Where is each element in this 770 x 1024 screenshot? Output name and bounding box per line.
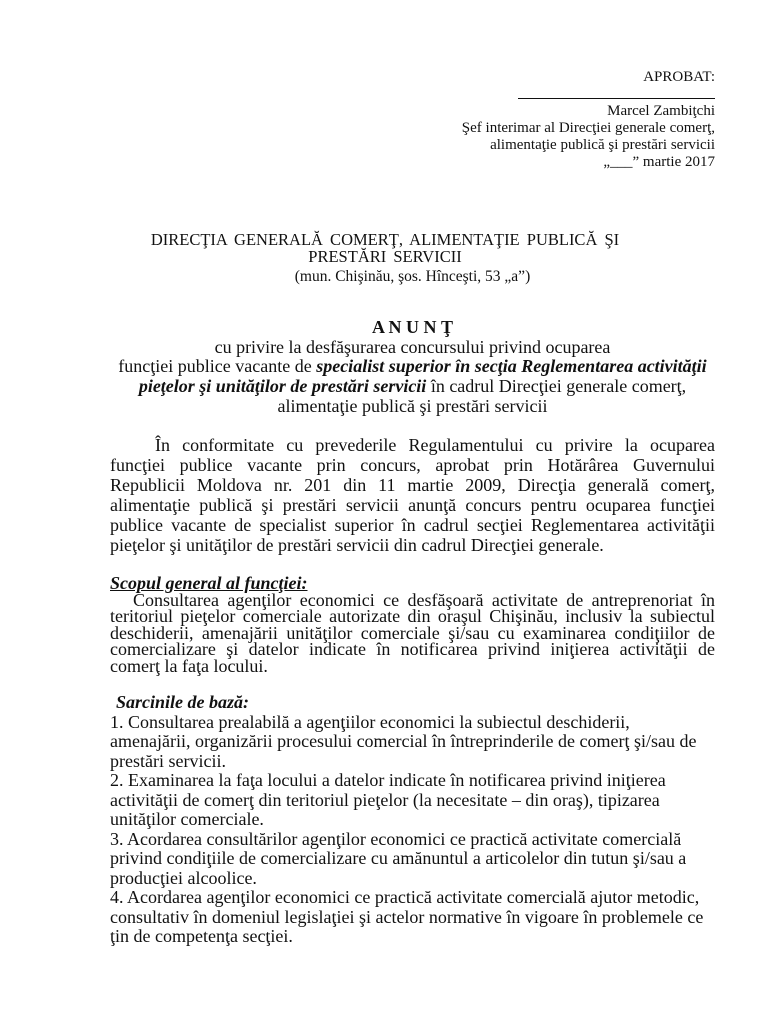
paragraph-line: comerţ la faţa locului. xyxy=(110,655,268,676)
main-tasks-section xyxy=(110,693,715,947)
approval-block xyxy=(385,69,715,171)
signatory-position-line-2: alimentaţie publică şi prestări servicii xyxy=(490,137,715,153)
subtitle-line-3-emphasis: pieţelor şi unităţilor de prestări servicii xyxy=(138,376,427,397)
general-purpose-heading: Scopul general al funcţiei: xyxy=(110,573,308,593)
announcement-subtitle-line-4: alimentaţie publică şi prestări servicii xyxy=(277,395,548,416)
task-item-3 xyxy=(110,830,715,889)
list-item-line: activităţii de comerţ din teritoriul pieţelor (la necesitate – din oraş), tipizarea xyxy=(110,789,660,810)
subtitle-line-2-regular: funcţiei publice vacante de xyxy=(118,356,317,377)
list-item-line: consultativ în domeniul legislaţiei şi actelor normative în vigoare în problemele ce xyxy=(110,906,704,927)
list-item-line: 4. Acordarea agenţilor economici ce practică activitate comercială ajutor metodic, xyxy=(110,887,700,907)
task-item-1 xyxy=(110,713,715,772)
announcement-subtitle-line-2 xyxy=(110,357,715,377)
paragraph-line: pieţelor şi unităţilor de prestări servicii din cadrul Direcţiei generale. xyxy=(110,535,604,555)
list-item-line: producţiei alcoolice. xyxy=(110,867,257,888)
list-item-line: privind condiţiile de comercializare cu amănuntul a articolelor din tutun şi/sau a xyxy=(110,848,687,868)
paragraph-line: Republicii Moldova nr. 201 din 11 martie 2009, Direcţia generală comerţ, xyxy=(110,475,715,495)
organization-name-line-2: PRESTĂRI SERVICII xyxy=(308,247,462,266)
paragraph-line: publice vacante de specialist superior în cadrul secţiei Reglementarea activităţii xyxy=(110,515,715,535)
announcement-subtitle-line-1: cu privire la desfăşurarea concursului privind ocuparea xyxy=(214,336,611,357)
paragraph-line: deschiderii, amenajării unităţilor comerciale şi/sau cu examinarea condiţiilor de xyxy=(110,622,715,643)
list-item-line: ţin de competenţa secţiei. xyxy=(110,926,293,946)
signatory-name: Marcel Zambiţchi xyxy=(607,103,715,119)
task-item-4 xyxy=(110,888,715,947)
list-item-line: 2. Examinarea la faţa locului a datelor indicate în notificarea privind iniţierea xyxy=(110,770,666,790)
list-item-line: 1. Consultarea prealabilă a agenţiilor economici la subiectul deschiderii, xyxy=(110,711,630,732)
approval-date: „___” martie 2017 xyxy=(603,154,715,170)
task-item-2 xyxy=(110,771,715,830)
general-purpose-section xyxy=(110,575,715,674)
subtitle-line-3-regular: în cadrul Direcţiei generale comerţ, xyxy=(426,376,687,397)
announcement-title: A N U N Ţ xyxy=(371,317,453,337)
paragraph-line: funcţiei publice vacante prin concurs, aprobat prin Hotărârea Guvernului xyxy=(110,455,715,475)
approval-label: APROBAT: xyxy=(643,69,715,85)
announcement-subtitle-line-3 xyxy=(110,377,715,397)
organization-address: (mun. Chişinău, şos. Hînceşti, 53 „a”) xyxy=(294,268,531,285)
intro-paragraph xyxy=(110,435,715,555)
list-item-line: prestări servicii. xyxy=(110,750,226,771)
paragraph-line: Consultarea agenţilor economici ce desfăşoară activitate de antreprenoriat în xyxy=(133,589,715,610)
announcement-header xyxy=(110,318,715,417)
signature-line xyxy=(518,86,715,99)
main-tasks-heading: Sarcinile de bază: xyxy=(116,692,249,712)
subtitle-line-2-emphasis: specialist superior în secţia Reglementarea activităţii xyxy=(316,356,707,377)
paragraph-line: În conformitate cu prevederile Regulamentului cu privire la ocuparea xyxy=(155,435,715,455)
paragraph-line: teritoriul pieţelor comerciale autorizate din oraşul Chişinău, inclusiv la subiectul xyxy=(110,606,715,626)
list-item-line: unităţilor comerciale. xyxy=(110,809,264,829)
organization-header xyxy=(110,231,660,265)
signatory-position-line-1: Şef interimar al Direcţiei generale comerţ, xyxy=(461,120,715,136)
organization-name-line-1: DIRECŢIA GENERALĂ COMERŢ, ALIMENTAŢIE PUBLICĂ ŞI xyxy=(150,230,620,249)
paragraph-line: alimentaţie publică şi prestări servicii anunţă concurs pentru ocuparea funcţiei xyxy=(110,495,715,515)
list-item-line: amenajării, organizării procesului comercial în întreprinderile de comerţ şi/sau de xyxy=(110,731,697,751)
list-item-line: 3. Acordarea consultărilor agenţilor economici ce practică activitate comercială xyxy=(110,828,682,849)
paragraph-line: comercializare şi datelor indicate în notificarea privind iniţierea activităţii de xyxy=(110,639,715,659)
